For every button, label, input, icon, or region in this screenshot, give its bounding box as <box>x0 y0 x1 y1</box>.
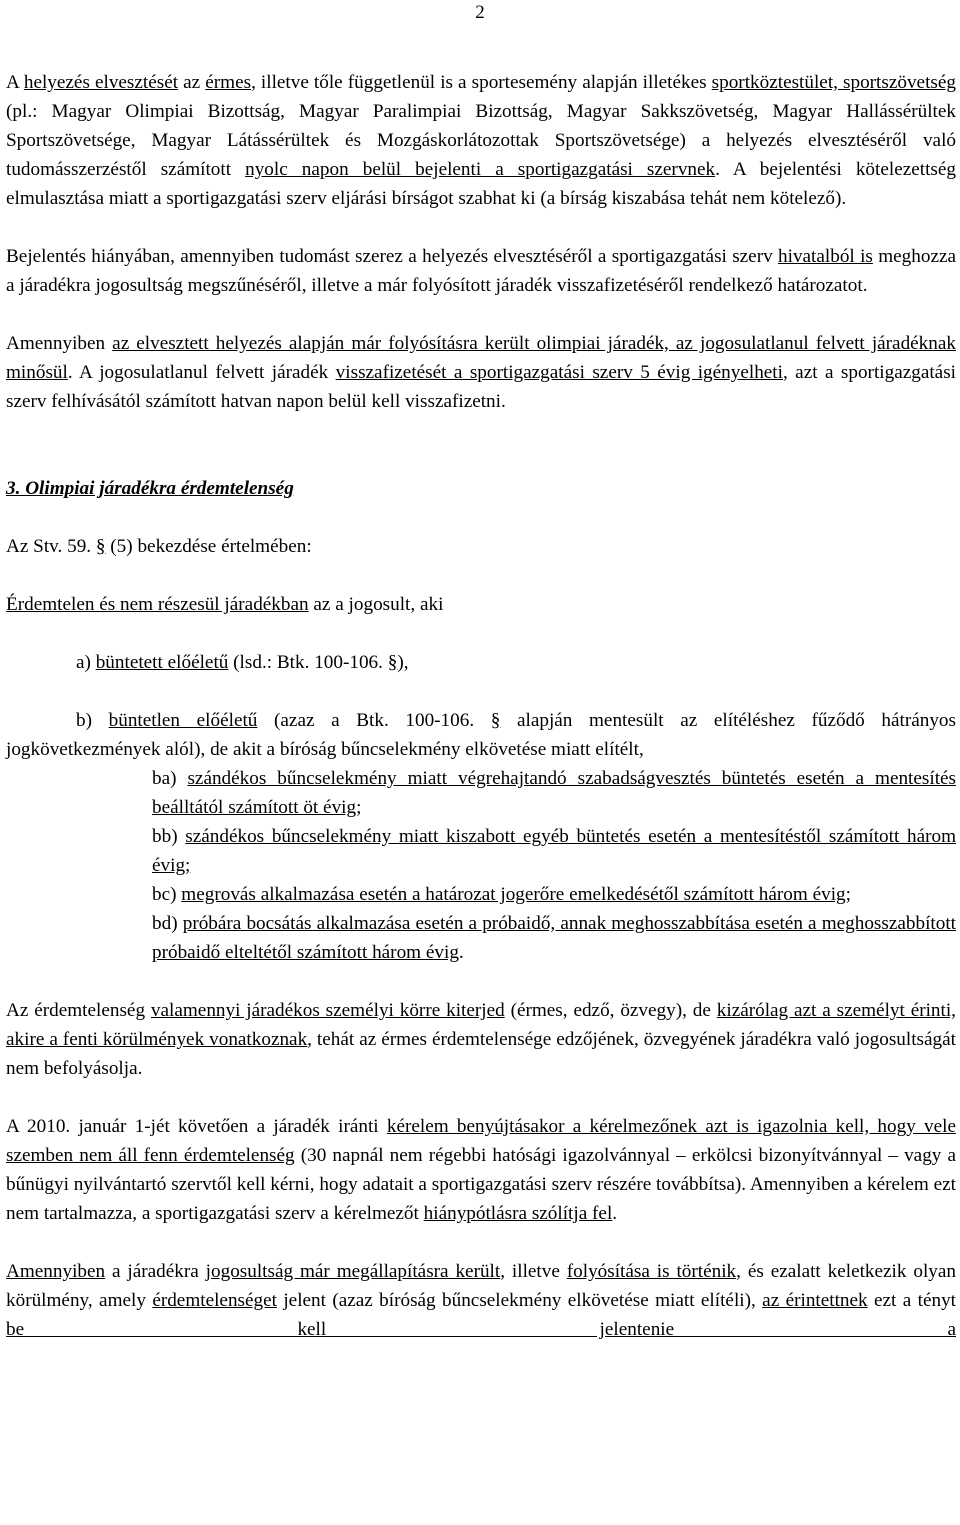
document-body <box>6 68 956 1344</box>
paragraph-application: A 2010. január 1-jét követően a járadék iránti kérelem benyújtásakor a kérelmezőnek azt is igazolnia kell, hogy vele szemben nem áll fenn érdemtelenség (30 napnál nem régebbi hatósági igazolvánnyal – erkölcsi bizonyítvánnyal – vagy a bűnügyi nyilvántartó szervtől kell kérni, hogy adatait a sportigazgatási szerv részére továbbítsa). Amennyiben a kérelem ezt nem tartalmazza, a sportigazgatási szerv a kérelmezőt hiánypótlásra szólítja fel. <box>6 1116 957 1224</box>
list-item-a: a) büntetett előéletű (lsd.: Btk. 100-106. §), <box>76 652 409 673</box>
sub-item-bc: bc) megrovás alkalmazása esetén a határozat jogerőre emelkedésétől számított három évig; <box>152 884 851 905</box>
section-heading: 3. Olimpiai járadékra érdemtelenség <box>6 478 294 499</box>
paragraph-scope: Az érdemtelenség valamennyi járadékos személyi körre kiterjed (érmes, edző, özvegy), de kizárólag azt a személyt érinti, akire a fenti körülmények vonatkoznak, tehát az érmes érdemtelensége edzőjének, özvegyének járadékra való jogosultságát nem befolyásolja. <box>6 1000 956 1079</box>
sub-item-bd: bd) próbára bocsátás alkalmazása esetén a próbaidő, annak meghosszabbítása esetén a meghosszabbított próbaidő elteltétől számított három évig. <box>152 913 956 963</box>
unworthiness-intro: Érdemtelen és nem részesül járadékban az a jogosult, aki <box>6 594 444 615</box>
page-number: 2 <box>475 2 485 23</box>
legal-reference: Az Stv. 59. § (5) bekezdése értelmében: <box>6 536 312 557</box>
paragraph-ex-officio: Bejelentés hiányában, amennyiben tudomást szerez a helyezés elvesztéséről a sportigazgatási szerv hivatalból is meghozza a járadékra jogosultság megszűnéséről, illetve a már folyósított járadék visszafizetéséről rendelkező határozatot. <box>6 246 956 296</box>
paragraph-placement-loss: A helyezés elvesztését az érmes, illetve tőle függetlenül is a sportesemény alapján illetékes sportköztestület, sportszövetség (pl.: Magyar Olimpiai Bizottság, Magyar Paralimpiai Bizottság, Magyar Sakkszövetség, Magyar Hallássérültek Sportszövetsége, Magyar Látássérültek és Mozgáskorlátozottak Sportszövetsége) a helyezés elvesztéséről való tudomásszerzéstől számított nyolc napon belül bejelenti a sportigazgatási szervnek. A bejelentési kötelezettség elmulasztása miatt a sportigazgatási szerv eljárási bírságot szabhat ki (a bírság kiszabása tehát nem kötelező). <box>6 72 956 209</box>
sub-item-bb: bb) szándékos bűncselekmény miatt kiszabott egyéb büntetés esetén a mentesítéstől számított három évig; <box>152 826 956 876</box>
sub-item-ba: ba) szándékos bűncselekmény miatt végrehajtandó szabadságvesztés büntetés esetén a mentesítés beálltától számított öt évig; <box>152 768 957 818</box>
list-item-b: b) büntetlen előéletű (azaz a Btk. 100-106. § alapján mentesült az elítéléshez fűződő hátrányos jogkövetkezmények alól), de akit a bíróság bűncselekmény elkövetése miatt elítélt, <box>6 710 956 760</box>
paragraph-repayment: Amennyiben az elvesztett helyezés alapján már folyósításra került olimpiai járadék, az jogosulatlanul felvett járadéknak minősül. A jogosulatlanul felvett járadék visszafizetését a sportigazgatási szerv 5 évig igényelheti, azt a sportigazgatási szerv felhívásától számított hatvan napon belül kell visszafizetni. <box>6 333 956 412</box>
paragraph-reporting: Amennyiben a járadékra jogosultság már megállapításra került, illetve folyósítása is történik, és ezalatt keletkezik olyan körülmény, amely érdemtelenséget jelent (azaz bíróság bűncselekmény elkövetése miatt elítéli), az érintettnek ezt a tényt be kell jelentenie a <box>6 1261 957 1340</box>
